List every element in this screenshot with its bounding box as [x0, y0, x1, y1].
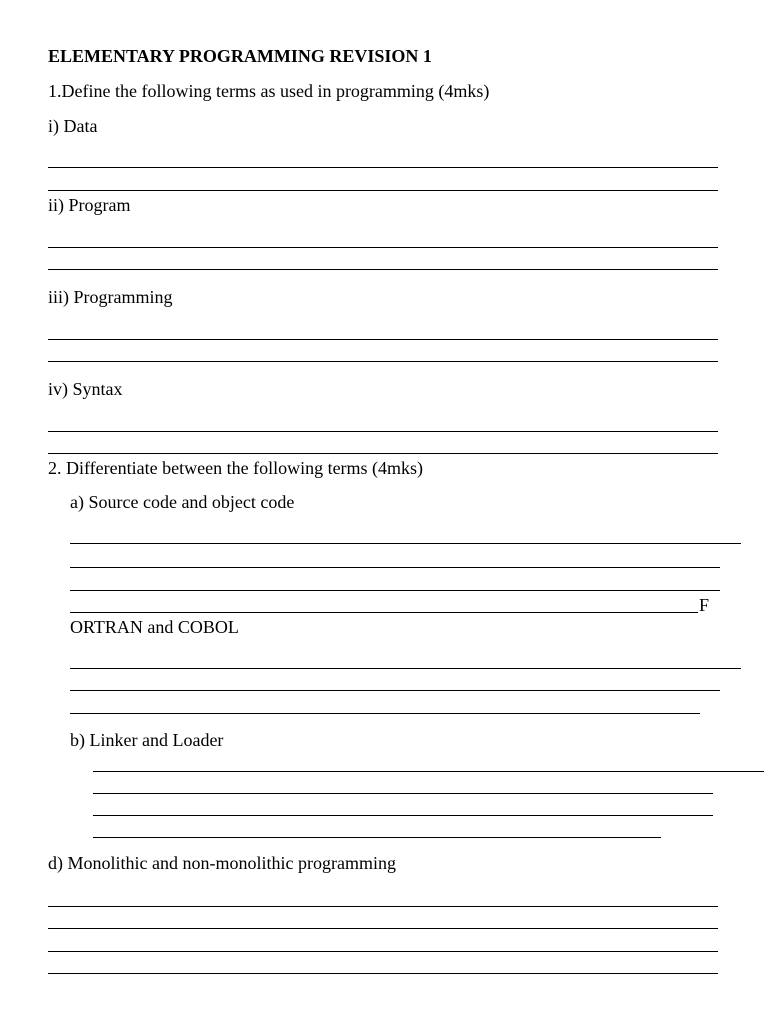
answer-line — [70, 612, 698, 613]
answer-line — [48, 339, 718, 340]
answer-line — [93, 793, 713, 794]
part-d-label: d) Monolithic and non-monolithic programming — [48, 853, 396, 873]
answer-line — [70, 668, 741, 669]
part-b-label: b) Linker and Loader — [70, 730, 224, 750]
answer-line — [48, 167, 718, 168]
answer-line — [70, 590, 720, 591]
answer-line — [93, 837, 661, 838]
question-1-prompt: 1.Define the following terms as used in programming (4mks) — [48, 81, 490, 101]
answer-line — [48, 190, 718, 191]
term-syntax-label: iv) Syntax — [48, 379, 123, 399]
answer-line — [93, 815, 713, 816]
answer-line — [70, 690, 720, 691]
answer-line — [48, 906, 718, 907]
answer-line — [48, 453, 718, 454]
answer-line — [48, 247, 718, 248]
question-2-prompt: 2. Differentiate between the following terms (4mks) — [48, 458, 424, 478]
answer-line — [48, 431, 718, 432]
term-programming-label: iii) Programming — [48, 287, 173, 307]
answer-line — [48, 269, 718, 270]
answer-line — [48, 361, 718, 362]
part-fortran-label: ORTRAN and COBOL — [70, 617, 239, 637]
term-program-label: ii) Program — [48, 195, 131, 215]
part-a-label: a) Source code and object code — [70, 492, 295, 512]
term-data-label: i) Data — [48, 116, 98, 136]
answer-line — [70, 543, 741, 544]
answer-line — [93, 771, 764, 772]
answer-line — [70, 713, 700, 714]
answer-line — [70, 567, 720, 568]
document-title: ELEMENTARY PROGRAMMING REVISION 1 — [48, 46, 432, 66]
answer-line — [48, 951, 718, 952]
answer-line — [48, 928, 718, 929]
answer-line — [48, 973, 718, 974]
stray-letter-f: F — [699, 595, 710, 615]
